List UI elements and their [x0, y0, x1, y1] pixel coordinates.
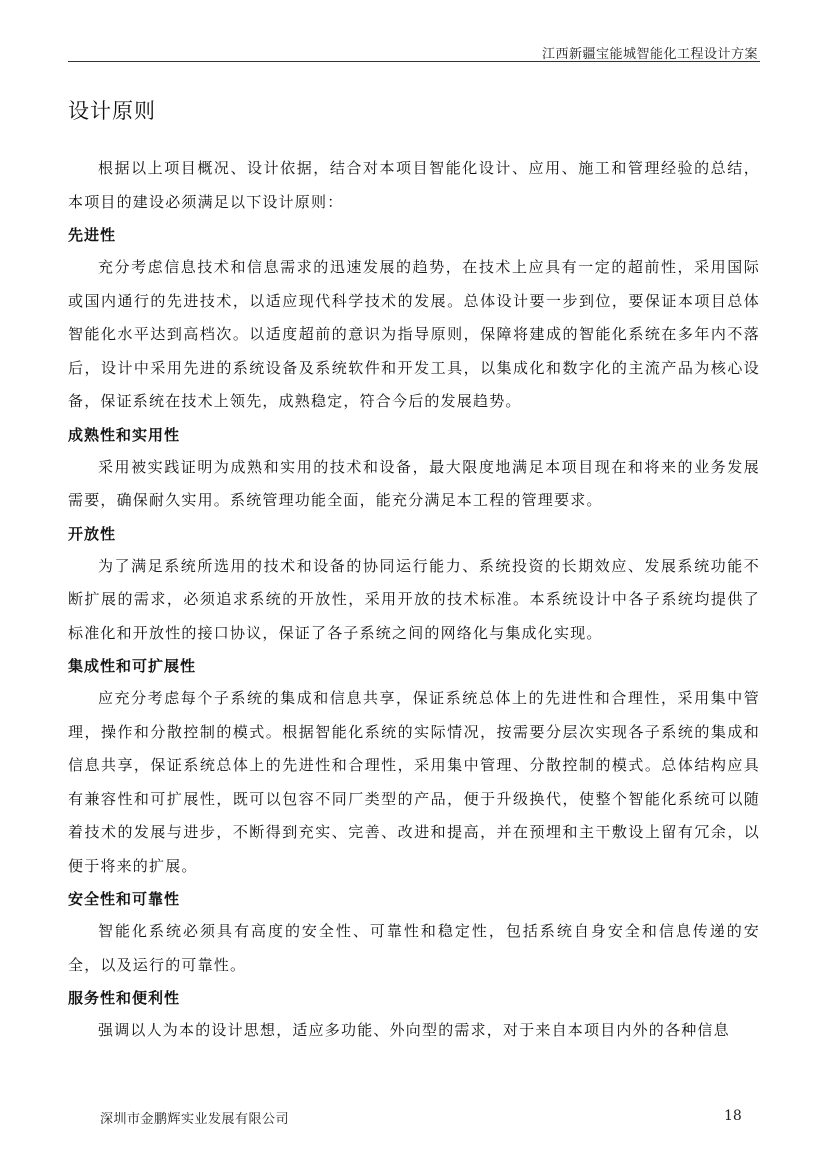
header-divider [68, 61, 760, 62]
section-service [68, 982, 760, 1048]
section-body: 强调以人为本的设计思想，适应多功能、外向型的需求，对于来自本项目内外的各种信息 [98, 1021, 730, 1039]
page-number: 18 [724, 1108, 742, 1124]
section-body: 应充分考虑每个子系统的集成和信息共享，保证系统总体上的先进性和合理性，采用集中管理，操作和分散控制的模式。根据智能化系统的实际情况，按需要分层次实现各子系统的集成和信息共享，保证系统总体上的先进性和合理性，采用集中管理、分散控制的模式。总体结构应具有兼容性和可扩展性，既可以包容不同厂类型的产品，便于升级换代，使整个智能化系统可以随着技术的发展与进步，不断得到充实、完善、改进和提高，并在预埋和主干敷设上留有冗余，以便于将来的扩展。 [68, 689, 760, 875]
page-title: 设计原则 [68, 99, 156, 123]
section-heading: 先进性 [68, 226, 117, 244]
section-body: 采用被实践证明为成熟和实用的技术和设备，最大限度地满足本项目现在和将来的业务发展需要，确保耐久实用。系统管理功能全面，能充分满足本工程的管理要求。 [68, 457, 760, 509]
section-integration [68, 650, 760, 883]
section-heading: 安全性和可靠性 [68, 890, 181, 908]
section-maturity [68, 419, 760, 518]
section-heading: 集成性和可扩展性 [68, 657, 197, 675]
section-body: 充分考虑信息技术和信息需求的迅速发展的趋势，在技术上应具有一定的超前性，采用国际或国内通行的先进技术，以适应现代科学技术的发展。总体设计要一步到位，要保证本项目总体智能化水平达到高档次。以适度超前的意识为指导原则，保障将建成的智能化系统在多年内不落后，设计中采用先进的系统设备及系统软件和开发工具，以集成化和数字化的主流产品为核心设备，保证系统在技术上领先，成熟稳定，符合今后的发展趋势。 [68, 258, 760, 410]
section-body: 智能化系统必须具有高度的安全性、可靠性和稳定性，包括系统自身安全和信息传递的安全，以及运行的可靠性。 [68, 922, 760, 974]
footer-company: 深圳市金鹏辉实业发展有限公司 [100, 1112, 290, 1127]
section-advanced [68, 219, 760, 419]
section-heading: 开放性 [68, 524, 117, 543]
section-heading: 成熟性和实用性 [68, 425, 181, 444]
section-openness [68, 518, 760, 651]
document-body [68, 96, 760, 1048]
section-security [68, 883, 760, 982]
section-heading: 服务性和便利性 [68, 989, 181, 1007]
section-body: 为了满足系统所选用的技术和设备的协同运行能力、系统投资的长期效应、发展系统功能不断扩展的需求，必须追求系统的开放性，采用开放的技术标准。本系统设计中各子系统均提供了标准化和开放性的接口协议，保证了各子系统之间的网络化与集成化实现。 [68, 556, 760, 642]
intro-paragraph: 根据以上项目概况、设计依据，结合对本项目智能化设计、应用、施工和管理经验的总结，本项目的建设必须满足以下设计原则： [68, 159, 760, 211]
header-title: 江西新疆宝能城智能化工程设计方案 [541, 47, 758, 62]
